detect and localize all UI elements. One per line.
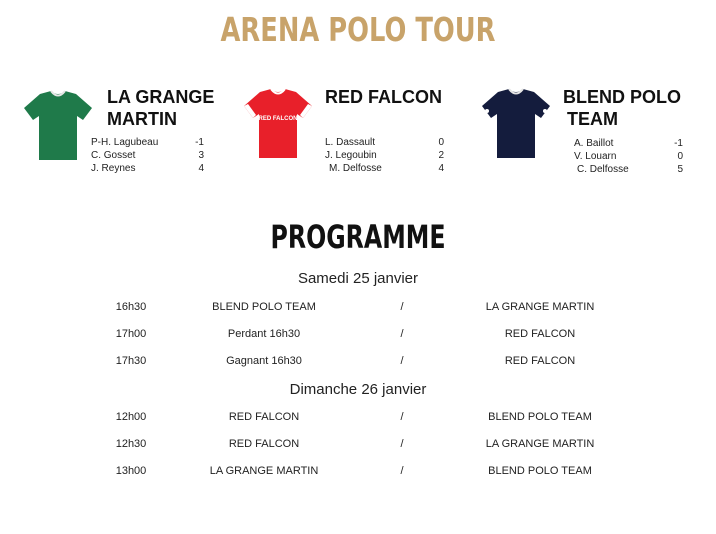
match-away-team: LA GRANGE MARTIN: [485, 301, 595, 313]
roster-row: [91, 149, 204, 162]
match-away-team: RED FALCON: [504, 328, 576, 340]
roster-row: [574, 163, 683, 176]
match-away-team: LA GRANGE MARTIN: [485, 438, 595, 450]
team-name: RED FALCON: [325, 87, 442, 107]
match-row: [0, 411, 716, 427]
roster-row: [574, 150, 683, 163]
player-name: C. Delfosse: [577, 164, 629, 175]
match-home-team: BLEND POLO TEAM: [212, 301, 316, 313]
player-handicap: -1: [674, 138, 683, 149]
match-time: 17h30: [115, 355, 147, 367]
match-row: [0, 301, 716, 317]
player-name: J. Reynes: [91, 163, 136, 174]
team-roster: [574, 137, 683, 176]
red-jersey-icon: [240, 86, 316, 162]
match-row: [0, 465, 716, 481]
navy-jersey-icon: [478, 86, 554, 162]
match-separator: /: [400, 465, 404, 477]
programme-title: PROGRAMME: [270, 218, 446, 256]
team-name-line2: MARTIN: [107, 109, 177, 129]
match-row: [0, 328, 716, 344]
match-separator: /: [400, 328, 404, 340]
match-separator: /: [400, 438, 404, 450]
match-separator: /: [400, 411, 404, 423]
player-handicap: 3: [198, 150, 204, 161]
player-name: J. Legoubin: [325, 150, 377, 161]
roster-row: [325, 136, 444, 149]
match-time: 17h00: [115, 328, 147, 340]
player-handicap: 2: [438, 150, 444, 161]
roster-row: [91, 136, 204, 149]
player-name: V. Louarn: [574, 151, 617, 162]
player-handicap: 4: [438, 163, 444, 174]
match-separator: /: [400, 355, 404, 367]
player-name: L. Dassault: [325, 137, 376, 148]
match-row: [0, 355, 716, 371]
team-name: LA GRANGE: [107, 87, 215, 107]
page-title: ARENA POLO TOUR: [220, 10, 496, 49]
player-name: C. Gosset: [91, 150, 136, 161]
match-separator: /: [400, 301, 404, 313]
match-away-team: BLEND POLO TEAM: [488, 465, 592, 477]
match-away-team: BLEND POLO TEAM: [488, 411, 592, 423]
roster-row: [91, 162, 204, 175]
roster-row: [325, 149, 444, 162]
player-handicap: -1: [195, 137, 204, 148]
player-handicap: 0: [438, 137, 444, 148]
roster-row: [574, 137, 683, 150]
player-handicap: 0: [677, 151, 683, 162]
jersey-print: RED FALCON: [258, 116, 298, 122]
day-heading: Samedi 25 janvier: [297, 270, 419, 287]
team-roster: [325, 136, 444, 175]
match-home-team: LA GRANGE MARTIN: [209, 465, 319, 477]
team-name-line2: TEAM: [567, 109, 618, 129]
match-home-team: Perdant 16h30: [227, 328, 301, 340]
team-roster: [91, 136, 204, 175]
player-name: M. Delfosse: [329, 163, 382, 174]
day-heading: Dimanche 26 janvier: [289, 381, 427, 398]
player-handicap: 4: [198, 163, 204, 174]
match-time: 12h30: [115, 438, 147, 450]
match-home-team: Gagnant 16h30: [226, 355, 302, 367]
match-home-team: RED FALCON: [228, 411, 300, 423]
roster-row: [325, 162, 444, 175]
player-name: A. Baillot: [574, 138, 614, 149]
match-time: 13h00: [115, 465, 147, 477]
match-time: 12h00: [115, 411, 147, 423]
team-name: BLEND POLO: [563, 87, 682, 107]
player-handicap: 5: [677, 164, 683, 175]
match-row: [0, 438, 716, 454]
match-home-team: RED FALCON: [228, 438, 300, 450]
match-time: 16h30: [115, 301, 147, 313]
player-name: P-H. Lagubeau: [91, 137, 159, 148]
match-away-team: RED FALCON: [504, 355, 576, 367]
green-jersey-icon: [20, 88, 96, 164]
